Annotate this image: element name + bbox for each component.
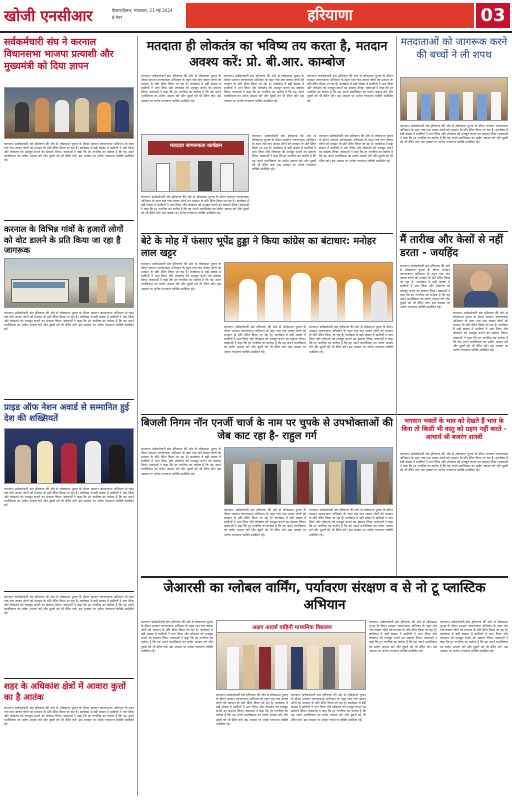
story2-photo [224, 262, 393, 322]
main-article-col4: करनाल। सर्वकर्मचारी संघ हरियाणा की ओर से लोकसभा चुनाव के दौरान मतदान जागरूकता अभियान के तहत गांव गांव जाकर लोगों को मतदान के प्रति प्रेरित किया जा रहा है। कार्यक्रम में बड़ी संख्या में ग्रामीणों ने भाग लिया और लोकतंत्र को मजबूत बनाने का संकल्प लिया। वक्ताओं ने कहा कि हर नागरिक का कर्तव्य है कि वह अपने मताधिकार का प्रयोग अवश्य करे और दूसरों को भी प्रेरित करे। इस अवसर पर अनेक गणमान्य व्यक्ति उपस्थित रहे। [252, 134, 316, 171]
page-number: 03 [476, 3, 510, 28]
right-headline-2: मैं तारीख और केसों से नहीं डरता - जयहिंद [400, 234, 504, 259]
right-article-3: करनाल। सर्वकर्मचारी संघ हरियाणा की ओर से लोकसभा चुनाव के दौरान मतदान जागरूकता अभियान के तहत गांव गांव जाकर लोगों को मतदान के प्रति प्रेरित किया जा रहा है। कार्यक्रम में बड़ी संख्या में ग्रामीणों ने भाग लिया और लोकतंत्र को मजबूत बनाने का संकल्प लिया। वक्ताओं ने कहा कि हर नागरिक का कर्तव्य है कि वह अपने मताधिकार का प्रयोग अवश्य करे और दूसरों को भी प्रेरित करे। इस अवसर पर अनेक गणमान्य व्यक्ति उपस्थित रहे। [400, 452, 508, 473]
banner-text: मतदाता जागरूकता कार्यक्रम [170, 143, 222, 149]
story2-headline: बेटे के मोह में फंसाए भूपेंद्र हुड्डा ने किया कांग्रेस का बंटाधार: मनोहर लाल खट्टर [141, 236, 376, 259]
left-article-1: करनाल। सर्वकर्मचारी संघ हरियाणा की ओर से लोकसभा चुनाव के दौरान मतदान जागरूकता अभियान के तहत गांव गांव जाकर लोगों को मतदान के प्रति प्रेरित किया जा रहा है। कार्यक्रम में बड़ी संख्या में ग्रामीणों ने भाग लिया और लोकतंत्र को मजबूत बनाने का संकल्प लिया। वक्ताओं ने कहा कि हर नागरिक का कर्तव्य है कि वह अपने मताधिकार का प्रयोग अवश्य करे और दूसरों को भी प्रेरित करे। इस अवसर पर अनेक गणमान्य व्यक्ति उपस्थित रहे। [4, 142, 134, 163]
story4-headline: जेआरसी का ग्लोबल वार्मिंग, पर्यावरण संरक्षण व से नो टू प्लास्टिक अभियान [163, 581, 486, 613]
story4-col1: करनाल। सर्वकर्मचारी संघ हरियाणा की ओर से लोकसभा चुनाव के दौरान मतदान जागरूकता अभियान के तहत गांव गांव जाकर लोगों को मतदान के प्रति प्रेरित किया जा रहा है। कार्यक्रम में बड़ी संख्या में ग्रामीणों ने भाग लिया और लोकतंत्र को मजबूत बनाने का संकल्प लिया। वक्ताओं ने कहा कि हर नागरिक का कर्तव्य है कि वह अपने मताधिकार का प्रयोग अवश्य करे और दूसरों को भी प्रेरित करे। इस अवसर पर अनेक गणमान्य व्यक्ति उपस्थित रहे। [141, 620, 213, 653]
right-headline-1: मतदाताओं को जागरूक करने की बच्चों ने ली शपथ [400, 37, 508, 61]
left-article-3b: करनाल। सर्वकर्मचारी संघ हरियाणा की ओर से लोकसभा चुनाव के दौरान मतदान जागरूकता अभियान के तहत गांव गांव जाकर लोगों को मतदान के प्रति प्रेरित किया जा रहा है। कार्यक्रम में बड़ी संख्या में ग्रामीणों ने भाग लिया और लोकतंत्र को मजबूत बनाने का संकल्प लिया। वक्ताओं ने कहा कि हर नागरिक का कर्तव्य है कि वह अपने मताधिकार का प्रयोग अवश्य करे और दूसरों को भी प्रेरित करे। इस अवसर पर अनेक गणमान्य व्यक्ति उपस्थित रहे। [4, 595, 134, 616]
main-divider-1 [141, 233, 393, 234]
left-divider-3 [4, 591, 134, 592]
masthead-rule [0, 31, 512, 33]
left-headline-3: प्राइड ऑफ नेशन अवार्ड से सम्मानित हुई देश की शख्सियतें [4, 403, 130, 424]
paper-name: खोजी एनसीआर [4, 7, 93, 25]
right-photo-1 [400, 77, 508, 121]
story4-photo [216, 620, 366, 690]
left-divider-2 [4, 399, 134, 400]
right-divider-1 [400, 231, 508, 232]
main-photo-banner [141, 134, 249, 192]
left-divider-1 [4, 220, 134, 221]
left-article-3: करनाल। सर्वकर्मचारी संघ हरियाणा की ओर से लोकसभा चुनाव के दौरान मतदान जागरूकता अभियान के तहत गांव गांव जाकर लोगों को मतदान के प्रति प्रेरित किया जा रहा है। कार्यक्रम में बड़ी संख्या में ग्रामीणों ने भाग लिया और लोकतंत्र को मजबूत बनाने का संकल्प लिया। वक्ताओं ने कहा कि हर नागरिक का कर्तव्य है कि वह अपने मताधिकार का प्रयोग अवश्य करे और दूसरों को भी प्रेरित करे। इस अवसर पर अनेक गणमान्य व्यक्ति उपस्थित रहे। [4, 487, 134, 508]
story2-col3: करनाल। सर्वकर्मचारी संघ हरियाणा की ओर से लोकसभा चुनाव के दौरान मतदान जागरूकता अभियान के तहत गांव गांव जाकर लोगों को मतदान के प्रति प्रेरित किया जा रहा है। कार्यक्रम में बड़ी संख्या में ग्रामीणों ने भाग लिया और लोकतंत्र को मजबूत बनाने का संकल्प लिया। वक्ताओं ने कहा कि हर नागरिक का कर्तव्य है कि वह अपने मताधिकार का प्रयोग अवश्य करे और दूसरों को भी प्रेरित करे। इस अवसर पर अनेक गणमान्य व्यक्ति उपस्थित रहे। [309, 325, 393, 354]
left-headline-2: करनाल के विभिन्न गांवों के हजारों लोगों को वोट डालने के प्रति किया जा रहा है जागरूक [4, 224, 124, 255]
right-headline-3: भगवान भक्तों के भाव को देखते हैं भाव के बिना तो किसी भी वस्तु को ग्रहण नहीं करते - आचार्य श्री बजरंग शास्त्री [401, 417, 507, 442]
column-divider-right-2 [396, 414, 397, 576]
story4-col3: करनाल। सर्वकर्मचारी संघ हरियाणा की ओर से लोकसभा चुनाव के दौरान मतदान जागरूकता अभियान के तहत गांव गांव जाकर लोगों को मतदान के प्रति प्रेरित किया जा रहा है। कार्यक्रम में बड़ी संख्या में ग्रामीणों ने भाग लिया और लोकतंत्र को मजबूत बनाने का संकल्प लिया। वक्ताओं ने कहा कि हर नागरिक का कर्तव्य है कि वह अपने मताधिकार का प्रयोग अवश्य करे और दूसरों को भी प्रेरित करे। इस अवसर पर अनेक गणमान्य व्यक्ति उपस्थित रहे। [291, 693, 366, 722]
story3-top-rule [141, 414, 508, 415]
column-divider-right [396, 36, 397, 414]
left-article-4: करनाल। सर्वकर्मचारी संघ हरियाणा की ओर से लोकसभा चुनाव के दौरान मतदान जागरूकता अभियान के तहत गांव गांव जाकर लोगों को मतदान के प्रति प्रेरित किया जा रहा है। कार्यक्रम में बड़ी संख्या में ग्रामीणों ने भाग लिया और लोकतंत्र को मजबूत बनाने का संकल्प लिया। वक्ताओं ने कहा कि हर नागरिक का कर्तव्य है कि वह अपने मताधिकार का प्रयोग अवश्य करे और दूसरों को भी प्रेरित करे। इस अवसर पर अनेक गणमान्य व्यक्ति उपस्थित रहे। [4, 706, 134, 727]
story4-col5: करनाल। सर्वकर्मचारी संघ हरियाणा की ओर से लोकसभा चुनाव के दौरान मतदान जागरूकता अभियान के तहत गांव गांव जाकर लोगों को मतदान के प्रति प्रेरित किया जा रहा है। कार्यक्रम में बड़ी संख्या में ग्रामीणों ने भाग लिया और लोकतंत्र को मजबूत बनाने का संकल्प लिया। वक्ताओं ने कहा कि हर नागरिक का कर्तव्य है कि वह अपने मताधिकार का प्रयोग अवश्य करे और दूसरों को भी प्रेरित करे। इस अवसर पर अनेक गणमान्य व्यक्ति उपस्थित रहे। [440, 620, 508, 653]
left-headline-4: शहर के अधिकांश क्षेत्रों में आवारा कुत्तों का है आतंक [4, 682, 126, 703]
date-line: हिसार/हिसार, मंगलवार, 21 मई 2024 [112, 8, 173, 13]
column-divider-left [137, 36, 138, 796]
left-photo-1 [4, 87, 134, 139]
hospital-sign: अक्षय आदर्श वाहिनी माध्यमिक विद्यालय [252, 625, 332, 631]
left-headline-1: सर्वकर्मचारी संघ ने करनाल विधानसभा भाजपा प्रत्याशी और मुख्यमंत्री को दिया ज्ञापन [4, 37, 114, 72]
main-article-col2: करनाल। सर्वकर्मचारी संघ हरियाणा की ओर से लोकसभा चुनाव के दौरान मतदान जागरूकता अभियान के तहत गांव गांव जाकर लोगों को मतदान के प्रति प्रेरित किया जा रहा है। कार्यक्रम में बड़ी संख्या में ग्रामीणों ने भाग लिया और लोकतंत्र को मजबूत बनाने का संकल्प लिया। वक्ताओं ने कहा कि हर नागरिक का कर्तव्य है कि वह अपने मताधिकार का प्रयोग अवश्य करे और दूसरों को भी प्रेरित करे। इस अवसर पर अनेक गणमान्य व्यक्ति उपस्थित रहे। [224, 74, 304, 103]
left-photo-2 [4, 258, 134, 308]
left-divider-4 [4, 678, 134, 679]
story3-headline: बिजली निगम नॉन एनर्जी चार्ज के नाम पर चुपके से उपभोक्ताओं की जेब काट रहा है- राहुल गर्ग [141, 418, 393, 442]
masthead [0, 0, 512, 34]
main-headline: मतदाता ही लोकतंत्र का भविष्य तय करता है, मतदान अवश्य करें: प्रो. बी.आर. काम्बोज [146, 38, 388, 69]
story4-col4: करनाल। सर्वकर्मचारी संघ हरियाणा की ओर से लोकसभा चुनाव के दौरान मतदान जागरूकता अभियान के तहत गांव गांव जाकर लोगों को मतदान के प्रति प्रेरित किया जा रहा है। कार्यक्रम में बड़ी संख्या में ग्रामीणों ने भाग लिया और लोकतंत्र को मजबूत बनाने का संकल्प लिया। वक्ताओं ने कहा कि हर नागरिक का कर्तव्य है कि वह अपने मताधिकार का प्रयोग अवश्य करे और दूसरों को भी प्रेरित करे। इस अवसर पर अनेक गणमान्य व्यक्ति उपस्थित रहे। [369, 620, 437, 653]
story4-top-rule [141, 576, 508, 578]
main-article-col3: करनाल। सर्वकर्मचारी संघ हरियाणा की ओर से लोकसभा चुनाव के दौरान मतदान जागरूकता अभियान के तहत गांव गांव जाकर लोगों को मतदान के प्रति प्रेरित किया जा रहा है। कार्यक्रम में बड़ी संख्या में ग्रामीणों ने भाग लिया और लोकतंत्र को मजबूत बनाने का संकल्प लिया। वक्ताओं ने कहा कि हर नागरिक का कर्तव्य है कि वह अपने मताधिकार का प्रयोग अवश्य करे और दूसरों को भी प्रेरित करे। इस अवसर पर अनेक गणमान्य व्यक्ति उपस्थित रहे। [307, 74, 393, 103]
left-article-2: करनाल। सर्वकर्मचारी संघ हरियाणा की ओर से लोकसभा चुनाव के दौरान मतदान जागरूकता अभियान के तहत गांव गांव जाकर लोगों को मतदान के प्रति प्रेरित किया जा रहा है। कार्यक्रम में बड़ी संख्या में ग्रामीणों ने भाग लिया और लोकतंत्र को मजबूत बनाने का संकल्प लिया। वक्ताओं ने कहा कि हर नागरिक का कर्तव्य है कि वह अपने मताधिकार का प्रयोग अवश्य करे और दूसरों को भी प्रेरित करे। इस अवसर पर अनेक गणमान्य व्यक्ति उपस्थित रहे। [4, 311, 134, 332]
left-photo-3 [4, 428, 134, 484]
story2-col1: करनाल। सर्वकर्मचारी संघ हरियाणा की ओर से लोकसभा चुनाव के दौरान मतदान जागरूकता अभियान के तहत गांव गांव जाकर लोगों को मतदान के प्रति प्रेरित किया जा रहा है। कार्यक्रम में बड़ी संख्या में ग्रामीणों ने भाग लिया और लोकतंत्र को मजबूत बनाने का संकल्प लिया। वक्ताओं ने कहा कि हर नागरिक का कर्तव्य है कि वह अपने मताधिकार का प्रयोग अवश्य करे और दूसरों को भी प्रेरित करे। इस अवसर पर अनेक गणमान्य व्यक्ति उपस्थित रहे। [141, 262, 221, 291]
story3-photo [224, 447, 393, 505]
right-article-2b: करनाल। सर्वकर्मचारी संघ हरियाणा की ओर से लोकसभा चुनाव के दौरान मतदान जागरूकता अभियान के तहत गांव गांव जाकर लोगों को मतदान के प्रति प्रेरित किया जा रहा है। कार्यक्रम में बड़ी संख्या में ग्रामीणों ने भाग लिया और लोकतंत्र को मजबूत बनाने का संकल्प लिया। वक्ताओं ने कहा कि हर नागरिक का कर्तव्य है कि वह अपने मताधिकार का प्रयोग अवश्य करे और दूसरों को भी प्रेरित करे। इस अवसर पर अनेक गणमान्य व्यक्ति उपस्थित रहे। [453, 311, 508, 352]
story3-col2: करनाल। सर्वकर्मचारी संघ हरियाणा की ओर से लोकसभा चुनाव के दौरान मतदान जागरूकता अभियान के तहत गांव गांव जाकर लोगों को मतदान के प्रति प्रेरित किया जा रहा है। कार्यक्रम में बड़ी संख्या में ग्रामीणों ने भाग लिया और लोकतंत्र को मजबूत बनाने का संकल्प लिया। वक्ताओं ने कहा कि हर नागरिक का कर्तव्य है कि वह अपने मताधिकार का प्रयोग अवश्य करे और दूसरों को भी प्रेरित करे। इस अवसर पर अनेक गणमान्य व्यक्ति उपस्थित रहे। [224, 508, 306, 537]
story3-col3: करनाल। सर्वकर्मचारी संघ हरियाणा की ओर से लोकसभा चुनाव के दौरान मतदान जागरूकता अभियान के तहत गांव गांव जाकर लोगों को मतदान के प्रति प्रेरित किया जा रहा है। कार्यक्रम में बड़ी संख्या में ग्रामीणों ने भाग लिया और लोकतंत्र को मजबूत बनाने का संकल्प लिया। वक्ताओं ने कहा कि हर नागरिक का कर्तव्य है कि वह अपने मताधिकार का प्रयोग अवश्य करे और दूसरों को भी प्रेरित करे। इस अवसर पर अनेक गणमान्य व्यक्ति उपस्थित रहे। [309, 508, 393, 537]
story3-col1: करनाल। सर्वकर्मचारी संघ हरियाणा की ओर से लोकसभा चुनाव के दौरान मतदान जागरूकता अभियान के तहत गांव गांव जाकर लोगों को मतदान के प्रति प्रेरित किया जा रहा है। कार्यक्रम में बड़ी संख्या में ग्रामीणों ने भाग लिया और लोकतंत्र को मजबूत बनाने का संकल्प लिया। वक्ताओं ने कहा कि हर नागरिक का कर्तव्य है कि वह अपने मताधिकार का प्रयोग अवश्य करे और दूसरों को भी प्रेरित करे। इस अवसर पर अनेक गणमान्य व्यक्ति उपस्थित रहे। [141, 447, 221, 476]
right-photo-2 [453, 264, 508, 308]
right-article-2a: करनाल। सर्वकर्मचारी संघ हरियाणा की ओर से लोकसभा चुनाव के दौरान मतदान जागरूकता अभियान के तहत गांव गांव जाकर लोगों को मतदान के प्रति प्रेरित किया जा रहा है। कार्यक्रम में बड़ी संख्या में ग्रामीणों ने भाग लिया और लोकतंत्र को मजबूत बनाने का संकल्प लिया। वक्ताओं ने कहा कि हर नागरिक का कर्तव्य है कि वह अपने मताधिकार का प्रयोग अवश्य करे और दूसरों को भी प्रेरित करे। इस अवसर पर अनेक गणमान्य व्यक्ति उपस्थित रहे। [400, 264, 450, 309]
main-article-col5: करनाल। सर्वकर्मचारी संघ हरियाणा की ओर से लोकसभा चुनाव के दौरान मतदान जागरूकता अभियान के तहत गांव गांव जाकर लोगों को मतदान के प्रति प्रेरित किया जा रहा है। कार्यक्रम में बड़ी संख्या में ग्रामीणों ने भाग लिया और लोकतंत्र को मजबूत बनाने का संकल्प लिया। वक्ताओं ने कहा कि हर नागरिक का कर्तव्य है कि वह अपने मताधिकार का प्रयोग अवश्य करे और दूसरों को भी प्रेरित करे। इस अवसर पर अनेक गणमान्य व्यक्ति उपस्थित रहे। [319, 134, 393, 163]
main-article-col1: करनाल। सर्वकर्मचारी संघ हरियाणा की ओर से लोकसभा चुनाव के दौरान मतदान जागरूकता अभियान के तहत गांव गांव जाकर लोगों को मतदान के प्रति प्रेरित किया जा रहा है। कार्यक्रम में बड़ी संख्या में ग्रामीणों ने भाग लिया और लोकतंत्र को मजबूत बनाने का संकल्प लिया। वक्ताओं ने कहा कि हर नागरिक का कर्तव्य है कि वह अपने मताधिकार का प्रयोग अवश्य करे और दूसरों को भी प्रेरित करे। इस अवसर पर अनेक गणमान्य व्यक्ति उपस्थित रहे। [141, 74, 221, 103]
right-article-1: करनाल। सर्वकर्मचारी संघ हरियाणा की ओर से लोकसभा चुनाव के दौरान मतदान जागरूकता अभियान के तहत गांव गांव जाकर लोगों को मतदान के प्रति प्रेरित किया जा रहा है। कार्यक्रम में बड़ी संख्या में ग्रामीणों ने भाग लिया और लोकतंत्र को मजबूत बनाने का संकल्प लिया। वक्ताओं ने कहा कि हर नागरिक का कर्तव्य है कि वह अपने मताधिकार का प्रयोग अवश्य करे और दूसरों को भी प्रेरित करे। इस अवसर पर अनेक गणमान्य व्यक्ति उपस्थित रहे। [400, 124, 508, 145]
story4-col2: करनाल। सर्वकर्मचारी संघ हरियाणा की ओर से लोकसभा चुनाव के दौरान मतदान जागरूकता अभियान के तहत गांव गांव जाकर लोगों को मतदान के प्रति प्रेरित किया जा रहा है। कार्यक्रम में बड़ी संख्या में ग्रामीणों ने भाग लिया और लोकतंत्र को मजबूत बनाने का संकल्प लिया। वक्ताओं ने कहा कि हर नागरिक का कर्तव्य है कि वह अपने मताधिकार का प्रयोग अवश्य करे और दूसरों को भी प्रेरित करे। इस अवसर पर अनेक गणमान्य व्यक्ति उपस्थित रहे। [216, 693, 288, 726]
section-title: हरियाणा [307, 6, 353, 24]
story2-col2: करनाल। सर्वकर्मचारी संघ हरियाणा की ओर से लोकसभा चुनाव के दौरान मतदान जागरूकता अभियान के तहत गांव गांव जाकर लोगों को मतदान के प्रति प्रेरित किया जा रहा है। कार्यक्रम में बड़ी संख्या में ग्रामीणों ने भाग लिया और लोकतंत्र को मजबूत बनाने का संकल्प लिया। वक्ताओं ने कहा कि हर नागरिक का कर्तव्य है कि वह अपने मताधिकार का प्रयोग अवश्य करे और दूसरों को भी प्रेरित करे। इस अवसर पर अनेक गणमान्य व्यक्ति उपस्थित रहे। [224, 325, 306, 354]
main-article-col6: करनाल। सर्वकर्मचारी संघ हरियाणा की ओर से लोकसभा चुनाव के दौरान मतदान जागरूकता अभियान के तहत गांव गांव जाकर लोगों को मतदान के प्रति प्रेरित किया जा रहा है। कार्यक्रम में बड़ी संख्या में ग्रामीणों ने भाग लिया और लोकतंत्र को मजबूत बनाने का संकल्प लिया। वक्ताओं ने कहा कि हर नागरिक का कर्तव्य है कि वह अपने मताधिकार का प्रयोग अवश्य करे और दूसरों को भी प्रेरित करे। इस अवसर पर अनेक गणमान्य व्यक्ति उपस्थित रहे। [141, 195, 249, 216]
date-sub: ई-पेपर [112, 15, 123, 20]
